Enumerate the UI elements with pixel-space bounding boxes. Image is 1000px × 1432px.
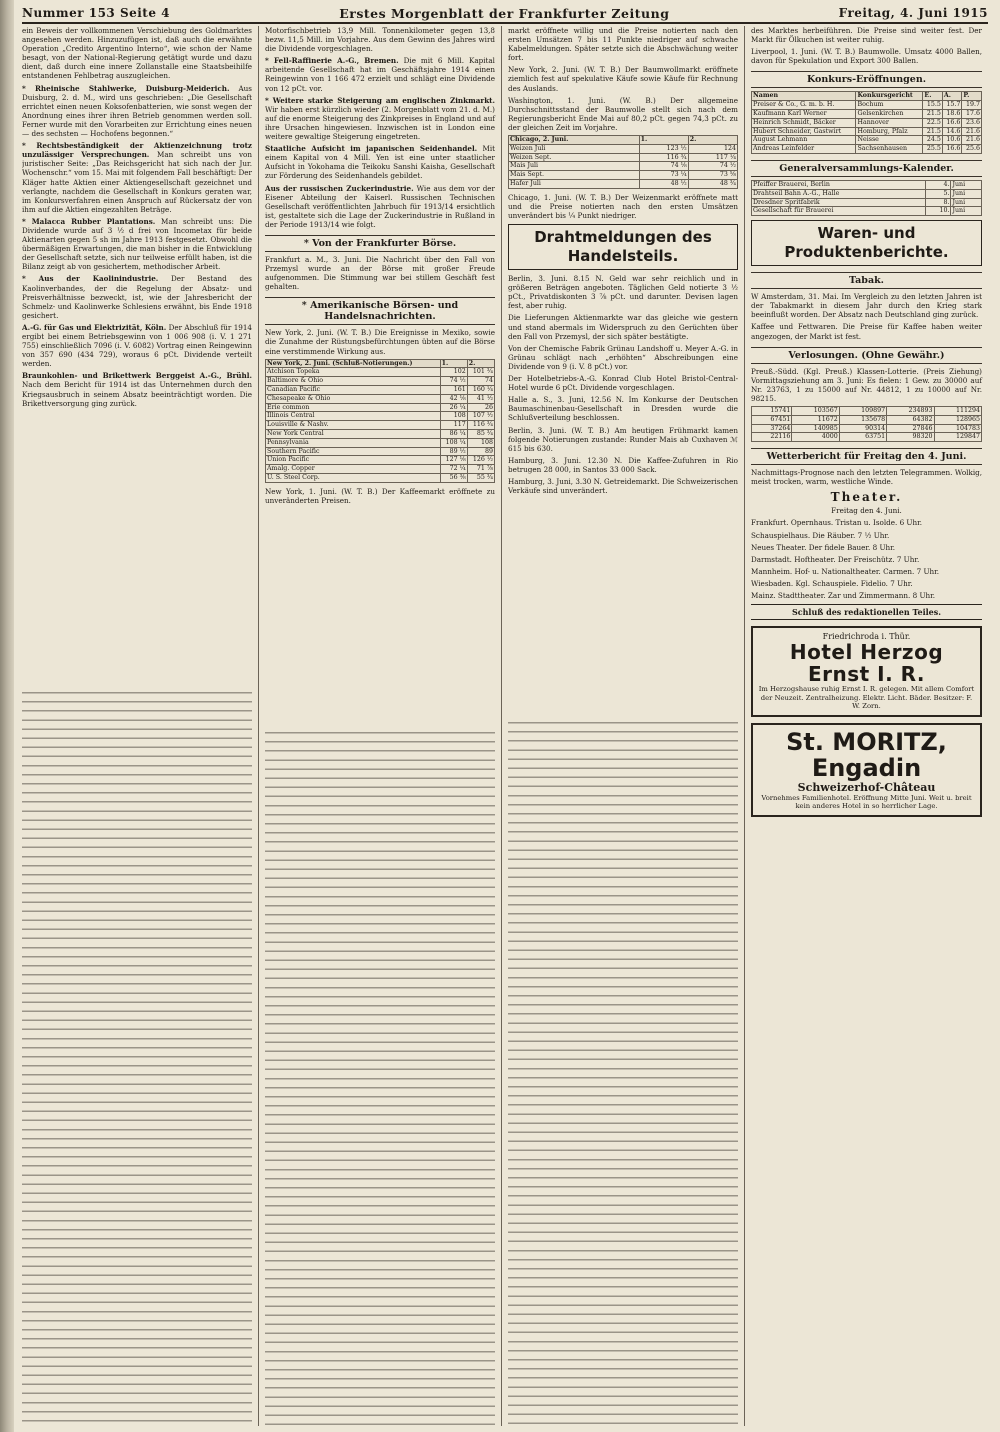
table-cell: Pennsylvania	[266, 438, 441, 447]
table-row	[266, 473, 495, 482]
table-row	[752, 101, 982, 110]
article-paragraph: Die Lieferungen Aktienmarkte war das gleiche wie gestern und stand abermals im Widerspruch zu den Gerüchten über den Fall von Przemysl, der sich später bestätigte.	[508, 313, 738, 341]
table-cell: Kaufmann Karl Werner	[752, 109, 856, 118]
table-cell: 108	[440, 412, 467, 421]
table-cell: Canadian Pacific	[266, 386, 441, 395]
table-cell: 26 ¼	[440, 403, 467, 412]
table-cell: 74 ½	[688, 162, 737, 171]
table-cell: 37264	[752, 424, 792, 433]
table-row	[752, 109, 982, 118]
table-cell: Preiser & Co., G. m. b. H.	[752, 101, 856, 110]
table-cell: Weizen Juli	[509, 144, 640, 153]
table-cell: 67451	[752, 415, 792, 424]
table-cell: 4000	[792, 433, 839, 442]
table-cell: 25.5	[923, 145, 943, 154]
table-row	[266, 368, 495, 377]
section-heading-commodities: Waren- und Produktenberichte.	[751, 220, 982, 266]
table-row	[509, 180, 738, 189]
table-cell: Drahtseil Bahn A.-G., Halle	[752, 189, 926, 198]
article-paragraph: W Amsterdam, 31. Mai. Im Vergleich zu den letzten Jahren ist der Tabakmarkt in diesem Jahr durch den Krieg stark beeinflußt worden. Der Absatz nach Deutschland ging zurück.	[751, 292, 982, 320]
table-cell: Bochum	[856, 101, 923, 110]
table-row	[752, 424, 982, 433]
table-cell: 102	[440, 368, 467, 377]
ad-location: Friedrichroda i. Thür.	[822, 632, 911, 642]
section-heading-general-meetings: Generalversammlungs-Kalender.	[751, 160, 982, 177]
page-binding-edge	[0, 0, 14, 1432]
table-cell: 74 ⅛	[639, 162, 688, 171]
table-cell: 124	[688, 144, 737, 153]
section-heading-theater: Theater.	[830, 490, 903, 505]
article-paragraph: Der Hotelbetriebs-A.-G. Konrad Club Hotel Bristol-Central-Hotel wurde 6 pCt. Dividende vorgeschlagen.	[508, 374, 738, 393]
section-heading-wire-reports: Drahtmeldungen des Handelsteils.	[508, 224, 738, 270]
theater-listing: Mannheim. Hof- u. Nationaltheater. Carmen. 7 Uhr.	[751, 566, 940, 576]
table-header: Namen	[752, 92, 856, 101]
article-body: Der Bestand des Kaolinverbandes, der die Regelung der Absatz- und Preisverhältnisse bezweckt, ist, wie der Jahresbericht der Schmelz- und Kaolinwerke Schlesiens erwähnt, bis Ende 1918 gesichert.	[22, 274, 252, 320]
article-paragraph	[22, 371, 252, 407]
table-cell: Illinois Central	[266, 412, 441, 421]
ad-details: Im Herzogshause ruhig Ernst I. R. gelegen. Mit allem Comfort der Neuzeit. Zentralheizung. Elektr. Licht. Bäder. Besitzer: F. W. Zorn.	[758, 685, 975, 711]
table-cell: 86 ¼	[440, 430, 467, 439]
table-row	[266, 394, 495, 403]
table-cell: 73 ¼	[639, 171, 688, 180]
article-paragraph: Chicago, 1. Juni. (W. T. B.) Der Weizenmarkt eröffnete matt und die Preise notierten nach den ersten Umsätzen unverändert bis ¼ Punkt niedriger.	[508, 192, 738, 220]
table-cell: Dresdner Spritfabrik	[752, 198, 926, 207]
table-header: 2.	[688, 136, 737, 145]
table-cell: 64382	[887, 415, 934, 424]
table-cell: 74 ½	[440, 377, 467, 386]
article-paragraph: ein Beweis der vollkommenen Verschiebung des Goldmarktes angesehen werden. Hinzuzufügen ist, daß auch die erwähnte Operation „Credito Argentino Interno“, wie schon der Name besagt, von der National-Regierung getätigt wurde und dazu dient, daß durch eine innere Zollanstalle eine Staatsbeihilfe entstandenen Fehlbetrag auszugleichen.	[22, 26, 252, 81]
table-row	[752, 415, 982, 424]
table-row	[266, 465, 495, 474]
table-cell: 117 ¼	[688, 153, 737, 162]
table-row	[509, 153, 738, 162]
article-paragraph: Berlin, 3. Juni. (W. T. B.) Am heutigen Frühmarkt kamen folgende Notierungen zustande: Runder Mais ab Cuxhaven ℳ 615 bis 630.	[508, 425, 738, 453]
ad-hotel-name: Schweizerhof-Château	[797, 780, 936, 794]
table-cell: 10.6	[942, 136, 962, 145]
table-row	[752, 145, 982, 154]
table-cell: 103567	[792, 406, 839, 415]
table-cell: 108 ¼	[440, 438, 467, 447]
article-paragraph	[22, 141, 252, 214]
table-cell: 111294	[934, 406, 981, 415]
table-header: E.	[923, 92, 943, 101]
article-columns	[22, 26, 988, 1426]
bankruptcy-table	[751, 91, 982, 154]
article-paragraph: Motorfischbetrieb 13,9 Mill. Tonnenkilometer gegen 13,8 bezw. 11,5 Mill. im Vorjahre. Aus dem Gewinn des Jahres wird die Dividende vorgeschlagen.	[265, 26, 495, 54]
table-row	[266, 447, 495, 456]
article-body: Wir haben erst kürzlich wieder (2. Morgenblatt vom 21. d. M.) auf die enorme Steigerung des Zinkpreises in England und auf ihre Ursachen hingewiesen. Inzwischen ist in London eine weitere gewaltige Steigerung eingetreten.	[265, 104, 495, 142]
table-cell: Southern Pacific	[266, 447, 441, 456]
table-cell: 4.	[926, 180, 951, 189]
table-cell: Amalg. Copper	[266, 465, 441, 474]
table-cell: 89	[467, 447, 494, 456]
table-cell: 101 ¾	[467, 368, 494, 377]
table-cell: 41 ½	[467, 394, 494, 403]
article-paragraph	[22, 217, 252, 272]
table-cell: 63751	[839, 433, 886, 442]
stock-quotes-table	[265, 359, 495, 483]
table-cell: 129847	[934, 433, 981, 442]
table-cell: 22116	[752, 433, 792, 442]
table-cell: 90314	[839, 424, 886, 433]
table-cell: Neisse	[856, 136, 923, 145]
article-paragraph: New York, 2. Juni. (W. T. B.) Die Ereignisse in Mexiko, sowie die Zunahme der Rüstungsbefürchtungen übten auf die Börse eine verstimmende Wirkung aus.	[265, 328, 495, 356]
table-cell: 16.6	[942, 145, 962, 154]
table-cell: Mais Sept.	[509, 171, 640, 180]
table-cell: 42 ⅛	[440, 394, 467, 403]
theater-listing: Schauspielhaus. Die Räuber. 7 ½ Uhr.	[751, 530, 890, 540]
article-paragraph: Berlin, 3. Juni. 8.15 N. Geld war sehr reichlich und in größeren Beträgen angeboten. Täglichen Geld notierte 3 ½ pCt., Privatdiskonten 3 ⅞ pCt. und darunter. Devisen lagen fest, aber ruhig.	[508, 274, 738, 311]
table-header: A.	[942, 92, 962, 101]
table-cell: New York Central	[266, 430, 441, 439]
section-heading-weather: Wetterbericht für Freitag den 4. Juni.	[751, 448, 982, 465]
table-cell: 26	[467, 403, 494, 412]
section-heading-american-markets: * Amerikanische Börsen- und Handelsnachrichten.	[265, 297, 495, 325]
table-cell: Juni	[951, 189, 982, 198]
ad-hotel-name: Hotel Herzog Ernst I. R.	[789, 640, 944, 687]
table-cell: 15741	[752, 406, 792, 415]
article-paragraph: markt eröffnete willig und die Preise notierten nach den ersten Umsätzen 7 bis 11 Punkte niedriger auf schwache Kabelmeldungen. Später setzte sich die Abschwächung weiter fort.	[508, 26, 738, 63]
table-cell: Andreas Leinfelder	[752, 145, 856, 154]
table-header: P.	[962, 92, 982, 101]
article-body: Mit einem Kapital von 4 Mill. Yen ist eine unter staatlicher Aufsicht in Yokohama die Teikoku Sanshi Kaisha, Gesellschaft zur Förderung des Seidenhandels gebildet.	[265, 144, 495, 181]
table-row	[266, 421, 495, 430]
table-cell: 104783	[934, 424, 981, 433]
table-cell: 234893	[887, 406, 934, 415]
subsection-heading-tobacco: Tabak.	[751, 272, 982, 289]
issue-date: Freitag, 4. Juni 1915	[838, 6, 988, 20]
article-heading: Aus der russischen Zuckerindustrie.	[265, 183, 414, 193]
table-row	[509, 162, 738, 171]
table-cell: Juni	[951, 180, 982, 189]
section-heading-bankruptcies: Konkurs-Eröffnungen.	[751, 71, 982, 88]
table-header: 1.	[440, 359, 467, 368]
table-cell: 15.7	[942, 101, 962, 110]
article-heading: * Aus der Kaolinindustrie.	[22, 274, 159, 284]
article-heading: Staatliche Aufsicht im japanischen Seidenhandel.	[265, 144, 478, 154]
table-cell: Hubert Schneider, Gastwirt	[752, 127, 856, 136]
article-body: Die mit 6 Mill. Kapital arbeitende Gesellschaft hat im Geschäftsjahre 1914 einen Reingewinn von 1 166 472 erzielt und schlägt eine Dividende von 12 pCt. vor.	[265, 56, 495, 93]
table-cell: 117	[440, 421, 467, 430]
table-cell: 98320	[887, 433, 934, 442]
table-header: 2.	[467, 359, 494, 368]
table-cell: 74	[467, 377, 494, 386]
table-header-row	[509, 136, 738, 145]
column-2	[265, 26, 502, 1426]
table-cell: 21.6	[962, 136, 982, 145]
table-cell: 116 ¾	[467, 421, 494, 430]
table-cell: 73 ⅝	[688, 171, 737, 180]
table-cell: 107 ½	[467, 412, 494, 421]
theater-listing: Mainz. Stadttheater. Zar und Zimmermann. 8 Uhr.	[751, 591, 936, 601]
article-paragraph: Washington, 1. Juni. (W. B.) Der allgemeine Durchschnittsstand der Baumwolle stellt sich nach dem Regierungsbericht Ende Mai auf 80,2 pCt. gegen 74,3 pCt. zu der gleichen Zeit im Vorjahre.	[508, 95, 738, 132]
table-cell: 15.5	[923, 101, 943, 110]
table-cell: 72 ¼	[440, 465, 467, 474]
table-cell: 161	[440, 386, 467, 395]
issue-and-page-number: Nummer 153 Seite 4	[22, 6, 171, 20]
table-cell: Homburg, Pfalz	[856, 127, 923, 136]
article-heading: * Rheinische Stahlwerke, Duisburg-Meiderich.	[22, 83, 230, 93]
table-cell: 21.5	[923, 127, 943, 136]
table-cell: Baltimore & Ohio	[266, 377, 441, 386]
table-cell: 24.5	[923, 136, 943, 145]
article-paragraph: New York, 2. Juni. (W. T. B.) Der Baumwollmarkt eröffnete ziemlich fest auf spekulative Käufe sowie Käufe für Rechnung des Auslands.	[508, 65, 738, 93]
table-cell: Sachsenhausen	[856, 145, 923, 154]
table-cell: 71 ⅞	[467, 465, 494, 474]
table-cell: 127 ⅛	[440, 456, 467, 465]
table-cell: 48 ½	[639, 180, 688, 189]
table-row	[752, 189, 982, 198]
article-heading: Braunkohlen- und Brikettwerk Berggeist A.-G., Brühl.	[22, 371, 252, 381]
table-cell: 22.5	[923, 118, 943, 127]
chicago-grain-table	[508, 135, 738, 189]
article-paragraph	[22, 323, 252, 368]
table-cell: 85 ¾	[467, 430, 494, 439]
general-meetings-table	[751, 180, 982, 216]
theater-listing: Frankfurt. Opernhaus. Tristan u. Isolde. 6 Uhr.	[751, 518, 923, 528]
article-paragraph: Von der Chemische Fabrik Grünau Landshoff u. Meyer A.-G. in Grünau schlägt nach „erhöhten“ Abschreibungen eine Dividende von 9 (i. V. 8 pCt.) vor.	[508, 343, 738, 371]
table-cell: 11672	[792, 415, 839, 424]
hotel-advertisement-friedrichroda	[751, 626, 982, 717]
table-cell: 21.5	[923, 109, 943, 118]
end-of-editorial-notice: Schluß des redaktionellen Teiles.	[751, 604, 982, 620]
table-row	[266, 438, 495, 447]
article-paragraph	[22, 84, 252, 139]
table-cell: 89 ½	[440, 447, 467, 456]
table-header-row	[752, 92, 982, 101]
table-cell: Louisville & Nashv.	[266, 421, 441, 430]
ad-resort-name: St. MORITZ, Engadin	[786, 727, 947, 782]
table-cell: Gesellschaft für Brauerei	[752, 207, 926, 216]
masthead	[22, 4, 988, 24]
article-heading: * Malacca Rubber Plantations.	[22, 216, 156, 226]
table-cell: 19.7	[962, 101, 982, 110]
article-body: Man schreibt uns: Die Dividende wurde auf 3 ½ d frei von Incometax für beide Aktienarten gegen 5 sh im Jahre 1913 festgesetzt. Obwohl die übermäßigen Erwartungen, die man bisher in die Entwicklung der Gesellschaft setzte, sich nur teilweise erfüllt haben, ist die Bilanz zeigt ab von gesichertem, methodischer Arbeit.	[22, 216, 252, 272]
table-cell: 135678	[839, 415, 886, 424]
article-heading: A.-G. für Gas und Elektrizität, Köln.	[22, 322, 167, 332]
table-cell: Pfeiffer Brauerei, Berlin	[752, 180, 926, 189]
table-cell: 55 ¾	[467, 473, 494, 482]
table-cell: Hannover	[856, 118, 923, 127]
table-cell: 18.6	[942, 109, 962, 118]
table-row	[509, 171, 738, 180]
table-cell: Chesapeake & Ohio	[266, 394, 441, 403]
theater-listing: Darmstadt. Hoftheater. Der Freischütz. 7 Uhr.	[751, 554, 920, 564]
article-body: Aus Duisburg, 2. d. M., wird uns geschrieben: „Die Gesellschaft errichtet einen neuen Koksofenbatterien, wie sonst wegen der Anordnung eines ihrer ihren Betrieb genommen werden soll. Ferner wurde mit den Vorarbeiten zur Errichtung eines neuen — des sechsten — Hochofens begonnen.“	[22, 83, 252, 139]
table-cell: 128965	[934, 415, 981, 424]
table-row	[266, 403, 495, 412]
table-header-row	[266, 359, 495, 368]
table-header: Chicago, 2. Juni.	[509, 136, 640, 145]
table-row	[266, 430, 495, 439]
table-cell: 27846	[887, 424, 934, 433]
table-cell: 17.6	[962, 109, 982, 118]
table-cell: Juni	[951, 198, 982, 207]
article-paragraph: Preuß.-Südd. (Kgl. Preuß.) Klassen-Lotterie. (Preis Ziehung) Vormittagsziehung am 3. Juni: Es fielen: 1 Gew. zu 30000 auf Nr. 23763, 1 zu 15000 auf Nr. 44812, 1 zu 10000 auf Nr. 98215.	[751, 366, 982, 403]
table-row	[266, 377, 495, 386]
article-paragraph: Hamburg, 3. Juni, 3.30 N. Getreidemarkt. Die Schweizerischen Verkäufe sind unverändert.	[508, 476, 738, 496]
article-paragraph	[265, 96, 495, 141]
article-paragraph	[265, 144, 495, 180]
table-cell: 108	[467, 438, 494, 447]
article-heading: * Fell-Raffinerie A.-G., Bremen.	[265, 56, 399, 66]
dense-text-block	[22, 686, 252, 1426]
table-cell: Erie common	[266, 403, 441, 412]
table-cell: 16.6	[942, 118, 962, 127]
table-cell: 25.6	[962, 145, 982, 154]
table-cell: Heinrich Schmidt, Bäcker	[752, 118, 856, 127]
table-cell: 140985	[792, 424, 839, 433]
dense-text-block	[508, 716, 738, 1426]
table-cell: 160 ¼	[467, 386, 494, 395]
table-cell: Atchison Topeka	[266, 368, 441, 377]
article-paragraph: Kaffee und Fettwaren. Die Preise für Kaffee haben weiter angezogen, der Markt ist fest.	[751, 322, 982, 341]
table-cell: 8.	[926, 198, 951, 207]
article-heading: * Rechtsbeständigkeit der Aktienzeichnung trotz unzulässiger Versprechungen.	[22, 141, 252, 160]
table-row	[266, 456, 495, 465]
table-cell: 23.6	[962, 118, 982, 127]
table-cell: 5.	[926, 189, 951, 198]
article-body: Der Abschluß für 1914 ergibt bei einem Betriebsgewinn von 1 006 908 (i. V. 1 271 755) einschließlich 7096 (i. V. 6082) Vortrag einen Reingewinn von 357 690 (434 729), woraus 6 pCt. Dividende verteilt werden.	[22, 322, 253, 369]
article-paragraph	[265, 56, 495, 92]
table-cell: Gelsenkirchen	[856, 109, 923, 118]
article-body: Wie aus dem vor der Eisener Abteilung der Kaiserl. Russischen Technischen Gesellschaft veröffentlichten Jahrbuch für 1913/14 ersichtlich ist, gestaltete sich die Lage der Zuckerindustrie in Rußland in der Periode 1913/14 wie folgt.	[265, 183, 495, 229]
article-paragraph: New York, 1. Juni. (W. T. B.) Der Kaffeemarkt eröffnete zu unveränderten Preisen.	[265, 486, 495, 505]
article-heading: * Weitere starke Steigerung am englischen Zinkmarkt.	[265, 95, 495, 105]
table-row	[752, 118, 982, 127]
theater-listing: Neues Theater. Der fidele Bauer. 8 Uhr.	[751, 542, 896, 552]
table-cell: 116 ¾	[639, 153, 688, 162]
table-row	[752, 136, 982, 145]
column-1	[22, 26, 259, 1426]
table-row	[752, 127, 982, 136]
article-paragraph: Halle a. S., 3. Juni, 12.56 N. Im Konkurse der Deutschen Baumaschinenbau-Gesellschaft in Dresden wurde die Schlußverteilung beschlossen.	[508, 395, 738, 423]
article-paragraph: des Marktes herbeiführen. Die Preise sind weiter fest. Der Markt für Ölkuchen ist weiter ruhig.	[751, 26, 982, 45]
section-heading-boerse: * Von der Frankfurter Börse.	[265, 235, 495, 252]
weather-forecast-text: Nachmittags-Prognose nach den letzten Telegrammen. Wolkig, meist trocken, warm, westliche Winde.	[751, 468, 982, 487]
article-paragraph	[265, 184, 495, 229]
table-cell: 14.6	[942, 127, 962, 136]
table-row	[752, 433, 982, 442]
table-cell: Hafer Juli	[509, 180, 640, 189]
table-cell: 10.	[926, 207, 951, 216]
table-header: Konkursgericht	[856, 92, 923, 101]
table-cell: 21.6	[962, 127, 982, 136]
article-paragraph	[22, 274, 252, 319]
table-cell: Mais Juli	[509, 162, 640, 171]
table-header: New York, 2. Juni. (Schluß-Notierungen.)	[266, 359, 441, 368]
theater-date: Freitag den 4. Juni.	[831, 506, 902, 516]
table-header: 1.	[639, 136, 688, 145]
table-row	[752, 207, 982, 216]
article-body: Man schreibt uns von juristischer Seite: „Das Reichsgericht hat sich nach der Jur. Wochenschr.“ vom 15. Mai mit folgendem Fall beschäftigt: Der Kläger hatte Aktien einer Aktiengesellschaft gezeichnet und verlangte, nachdem die Gesellschaft in Konkurs geraten war, im Konkursverfahren einen Anspruch auf Rückersatz der von ihm auf die Aktien eingezahlten Beträge.	[22, 150, 252, 214]
table-cell: 109897	[839, 406, 886, 415]
dense-text-block	[265, 726, 495, 1426]
article-body: Nach dem Bericht für 1914 ist das Unternehmen durch den Kriegsausbruch in seinem Absatz beeinträchtigt worden. Die Brikettversorgung ging zurück.	[22, 380, 252, 408]
ad-details: Vornehmes Familienhotel. Eröffnung Mitte Juni. Weit u. breit kein anderes Hotel in so herrlicher Lage.	[761, 793, 972, 811]
table-cell: 123 ½	[639, 144, 688, 153]
theater-listing: Wiesbaden. Kgl. Schauspiele. Fidelio. 7 Uhr.	[751, 578, 913, 588]
table-cell: 56 ⅜	[440, 473, 467, 482]
table-cell: Union Pacific	[266, 456, 441, 465]
table-row	[752, 406, 982, 415]
table-cell: Juni	[951, 207, 982, 216]
article-paragraph: Frankfurt a. M., 3. Juni. Die Nachricht über den Fall von Przemysl wurde an der Börse mit großer Freude aufgenommen. Die Stimmung war bei stillem Geschäft fest gehalten.	[265, 254, 495, 292]
article-paragraph: Hamburg, 3. Juni. 12.30 N. Die Kaffee-Zufuhren in Rio betrugen 28 000, in Santos 33 000 Sack.	[508, 455, 738, 474]
column-3	[508, 26, 745, 1426]
table-row	[752, 198, 982, 207]
table-row	[266, 412, 495, 421]
table-row	[752, 180, 982, 189]
column-4	[751, 26, 988, 1426]
table-cell: 48 ¾	[688, 180, 737, 189]
hotel-advertisement-st-moritz	[751, 723, 982, 817]
newspaper-title: Erstes Morgenblatt der Frankfurter Zeitung	[339, 5, 670, 21]
table-cell: August Lehmann	[752, 136, 856, 145]
table-cell: Weizen Sept.	[509, 153, 640, 162]
table-cell: 126 ½	[467, 456, 494, 465]
table-row	[266, 386, 495, 395]
lottery-numbers-table	[751, 406, 982, 442]
table-row	[509, 144, 738, 153]
section-heading-lottery: Verlosungen. (Ohne Gewähr.)	[751, 347, 982, 364]
article-paragraph: Liverpool, 1. Juni. (W. T. B.) Baumwolle. Umsatz 4000 Ballen, davon für Spekulation und Export 300 Ballen.	[751, 47, 982, 66]
table-cell: U. S. Steel Corp.	[266, 473, 441, 482]
